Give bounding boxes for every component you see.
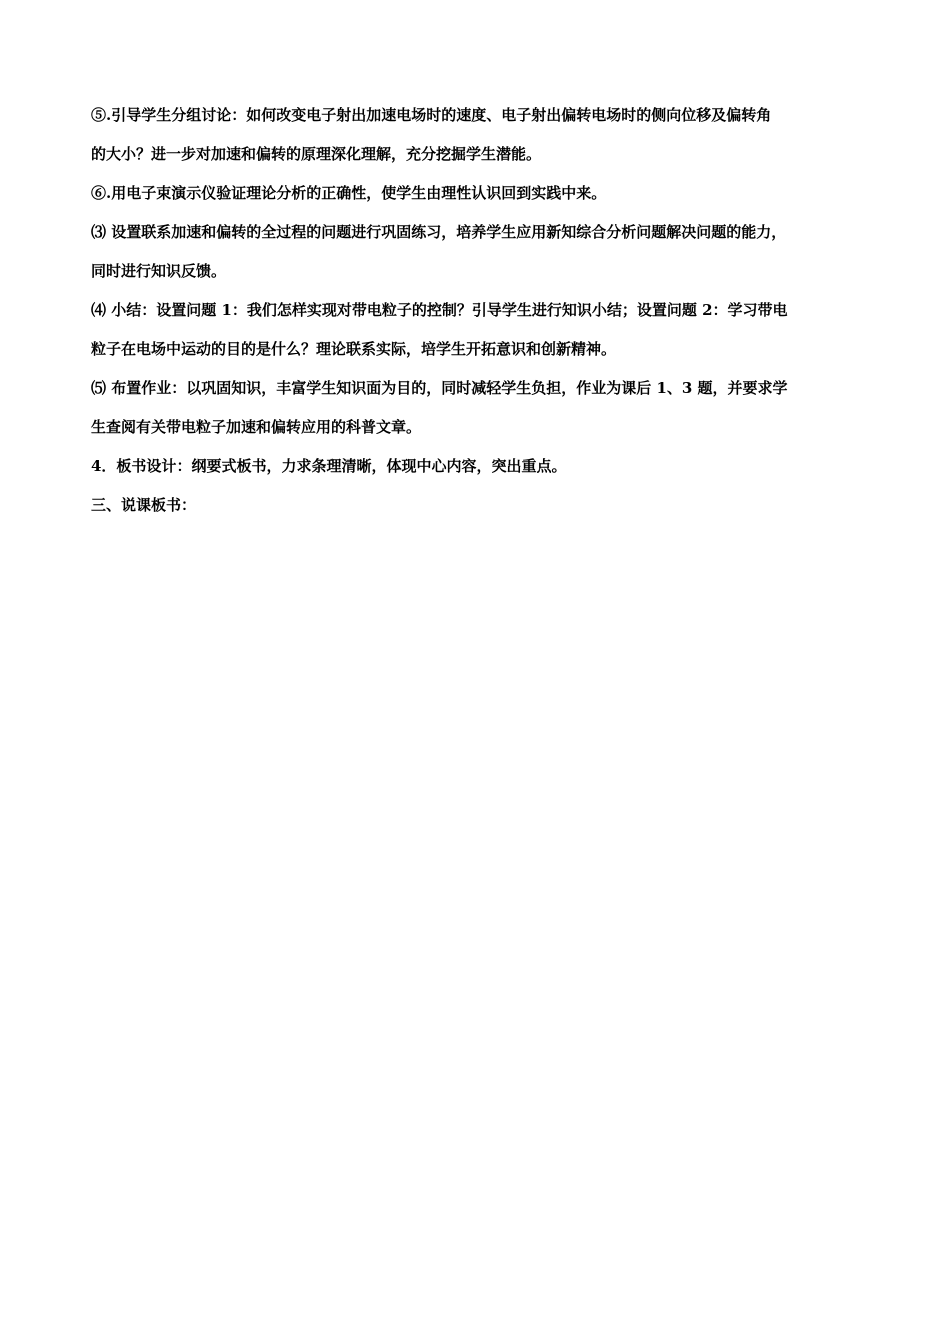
paragraph-summary (91, 291, 871, 369)
text-line: 4．板书设计：纲要式板书，力求条理清晰，体现中心内容，突出重点。 (91, 457, 567, 475)
text-line: 生查阅有关带电粒子加速和偏转应用的科普文章。 (91, 418, 422, 436)
section-heading-board (91, 486, 871, 525)
text-line: ⑥.用电子束演示仪验证理论分析的正确性，使学生由理性认识回到实践中来。 (91, 184, 607, 202)
text-line: ⑤.引导学生分组讨论：如何改变电子射出加速电场时的速度、电子射出偏转电场时的侧向位移及偏转角 (91, 106, 772, 124)
paragraph-step-5 (91, 96, 871, 174)
paragraph-practice (91, 213, 871, 291)
document-body (91, 96, 871, 525)
text-line: 三、说课板书： (91, 496, 197, 514)
text-line: 的大小？进一步对加速和偏转的原理深化理解，充分挖掘学生潜能。 (91, 145, 542, 163)
text-line: ⑸ 布置作业：以巩固知识，丰富学生知识面为目的，同时减轻学生负担，作业为课后 1、3 题，并要求学 (91, 379, 788, 397)
text-line: ⑷ 小结：设置问题 1：我们怎样实现对带电粒子的控制？引导学生进行知识小结；设置问题 2：学习带电 (91, 301, 788, 319)
paragraph-step-6 (91, 174, 871, 213)
paragraph-homework (91, 369, 871, 447)
text-line: 同时进行知识反馈。 (91, 262, 227, 280)
text-line: ⑶ 设置联系加速和偏转的全过程的问题进行巩固练习，培养学生应用新知综合分析问题解决问题的能力， (91, 223, 787, 241)
paragraph-board-design (91, 447, 871, 486)
text-line: 粒子在电场中运动的目的是什么？理论联系实际，培学生开拓意识和创新精神。 (91, 340, 617, 358)
